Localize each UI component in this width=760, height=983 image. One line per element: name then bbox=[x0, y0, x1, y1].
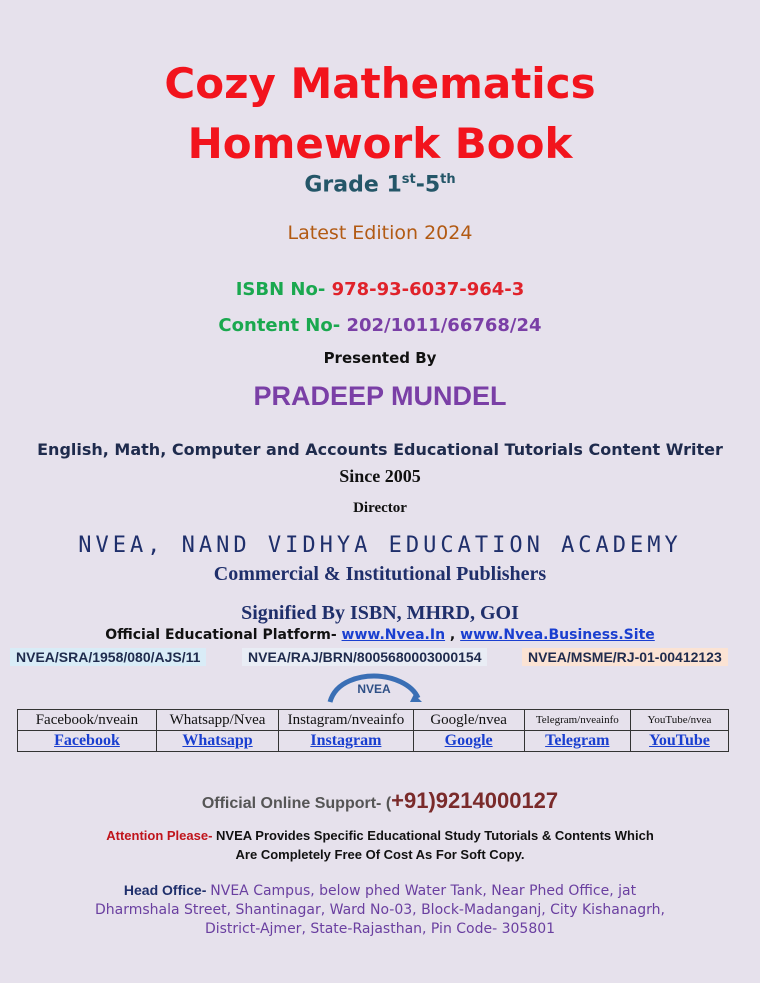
isbn-value: 978-93-6037-964-3 bbox=[331, 279, 525, 300]
social-links-row bbox=[18, 731, 729, 752]
platform-separator: , bbox=[445, 627, 461, 643]
academy-name: NVEA, NAND VIDHYA EDUCATION ACADEMY bbox=[78, 533, 682, 558]
signified-line: Signified By ISBN, MHRD, GOI bbox=[241, 602, 519, 624]
presented-by: Presented By bbox=[323, 349, 437, 367]
link-whatsapp[interactable]: Whatsapp bbox=[156, 731, 278, 752]
head-office-text: NVEA Campus, below phed Water Tank, Near Phed Office, jat Dharmshala Street, Shantinagar, Ward No-03, Block-Madanganj, City Kishanagrh, District-Ajmer, State-Rajasthan, Pin Code- 305801 bbox=[94, 883, 665, 937]
since-year: Since 2005 bbox=[339, 466, 421, 486]
head-office-label: Head Office- bbox=[123, 882, 211, 898]
platform-link-nvea-in[interactable]: www.Nvea.In bbox=[341, 627, 446, 643]
grade-range bbox=[0, 172, 760, 197]
link-telegram[interactable]: Telegram bbox=[524, 731, 630, 752]
handle-whatsapp: Whatsapp/Nvea bbox=[156, 710, 278, 731]
isbn-label: ISBN No- bbox=[235, 279, 332, 300]
link-youtube[interactable]: YouTube bbox=[630, 731, 728, 752]
platform-label: Official Educational Platform- bbox=[105, 627, 342, 643]
attention-text: NVEA Provides Specific Educational Study Tutorials & Contents Which Are Completely Free Of Cost As For Soft Copy. bbox=[216, 828, 654, 862]
content-value: 202/1011/66768/24 bbox=[346, 315, 542, 336]
writer-description: English, Math, Computer and Accounts Educational Tutorials Content Writer bbox=[37, 440, 723, 459]
registration-msme: NVEA/MSME/RJ-01-00412123 bbox=[522, 648, 728, 666]
registration-row bbox=[10, 648, 746, 666]
handle-instagram: Instagram/nveainfo bbox=[279, 710, 413, 731]
handle-facebook: Facebook/nveain bbox=[18, 710, 157, 731]
social-media-table bbox=[17, 709, 729, 752]
registration-brn: NVEA/RAJ/BRN/8005680003000154 bbox=[242, 648, 487, 666]
edition: Latest Edition 2024 bbox=[287, 222, 473, 244]
grade-prefix: Grade 1 bbox=[304, 172, 402, 198]
author-name: PRADEEP MUNDEL bbox=[253, 381, 507, 411]
content-label: Content No- bbox=[218, 315, 347, 336]
attention-label: Attention Please- bbox=[106, 828, 217, 843]
registration-sra: NVEA/SRA/1958/080/AJS/11 bbox=[10, 648, 206, 666]
support-label: Official Online Support- ( bbox=[201, 795, 392, 812]
handle-google: Google/nvea bbox=[413, 710, 524, 731]
social-handles-row bbox=[18, 710, 729, 731]
isbn-line bbox=[0, 279, 760, 300]
title-line-1: Cozy Mathematics bbox=[164, 59, 596, 108]
handle-telegram: Telegram/nveainfo bbox=[524, 710, 630, 731]
handle-youtube: YouTube/nvea bbox=[630, 710, 728, 731]
director-title: Director bbox=[353, 500, 407, 516]
link-facebook[interactable]: Facebook bbox=[18, 731, 157, 752]
online-support bbox=[0, 788, 760, 814]
link-instagram[interactable]: Instagram bbox=[279, 731, 413, 752]
link-google[interactable]: Google bbox=[413, 731, 524, 752]
platform-link-business-site[interactable]: www.Nvea.Business.Site bbox=[460, 627, 655, 643]
head-office-address bbox=[0, 881, 760, 939]
platform-line bbox=[0, 627, 760, 643]
nvea-badge-text: NVEA bbox=[357, 682, 391, 696]
nvea-arrow-badge bbox=[322, 672, 422, 704]
support-phone: +91)9214000127 bbox=[391, 788, 559, 813]
grade-sup-2: th bbox=[440, 172, 456, 187]
attention-notice bbox=[0, 826, 760, 864]
title-line-2: Homework Book bbox=[187, 119, 573, 168]
publishers-line: Commercial & Institutional Publishers bbox=[213, 563, 547, 585]
grade-mid: -5 bbox=[415, 172, 441, 198]
grade-sup-1: st bbox=[401, 172, 416, 187]
content-line bbox=[0, 315, 760, 336]
